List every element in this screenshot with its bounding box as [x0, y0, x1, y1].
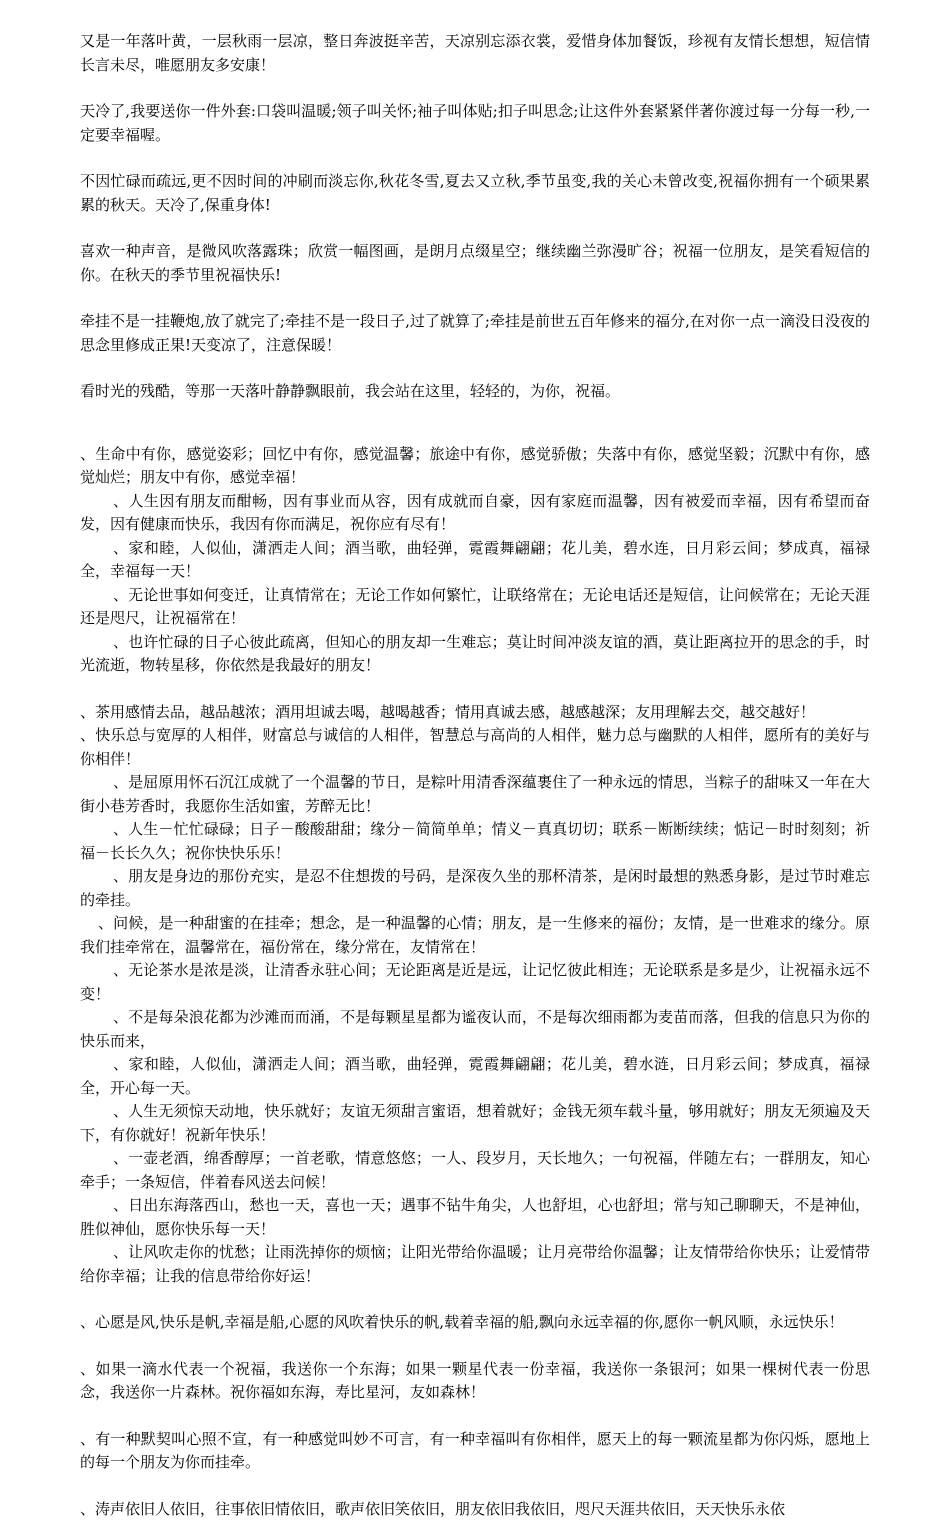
paragraph: 天冷了,我要送你一件外套:口袋叫温暖;领子叫关怀;袖子叫体贴;扣子叫思念;让这件外套紧紧伴著你渡过每一分每一秒,一定要幸福喔。	[80, 100, 870, 147]
paragraph: 、快乐总与宽厚的人相伴，财富总与诚信的人相伴，智慧总与高尚的人相伴，魅力总与幽默的人相伴，愿所有的美好与你相伴！	[80, 724, 870, 771]
paragraph: 、家和睦，人似仙，潇洒走人间；酒当歌，曲轻弹，霓霞舞翩翩；花儿美，碧水涟，日月彩云间；梦成真，福禄全，开心每一天。	[80, 1053, 870, 1100]
paragraph: 、日出东海落西山，愁也一天，喜也一天；遇事不钻牛角尖，人也舒坦，心也舒坦；常与知己聊聊天，不是神仙，胜似神仙，愿你快乐每一天！	[80, 1194, 870, 1241]
paragraph: 、茶用感情去品，越品越浓；酒用坦诚去喝，越喝越香；情用真诚去感，越感越深；友用理解去交，越交越好！	[80, 701, 870, 725]
paragraph: 、生命中有你，感觉姿彩；回忆中有你，感觉温馨；旅途中有你，感觉骄傲；失落中有你，感觉坚毅；沉默中有你，感觉灿烂；朋友中有你，感觉幸福！	[80, 443, 870, 490]
paragraph: 、如果一滴水代表一个祝福，我送你一个东海；如果一颗星代表一份幸福，我送你一条银河；如果一棵树代表一份思念，我送你一片森林。祝你福如东海，寿比星河，友如森林！	[80, 1358, 870, 1405]
paragraph: 不因忙碌而疏远,更不因时间的冲刷而淡忘你,秋花冬雪,夏去又立秋,季节虽变,我的关心未曾改变,祝福你拥有一个硕果累累的秋天。天冷了,保重身体!	[80, 170, 870, 217]
paragraph: 、问候，是一种甜蜜的在挂牵；想念，是一种温馨的心情；朋友，是一生修来的福份；友情，是一世难求的缘分。原我们挂牵常在，温馨常在，福份常在，缘分常在，友情常在！	[80, 912, 870, 959]
paragraph: 、也许忙碌的日子心彼此疏离，但知心的朋友却一生难忘；莫让时间冲淡友谊的酒，莫让距离拉开的思念的手，时光流逝，物转星移，你依然是我最好的朋友！	[80, 631, 870, 678]
paragraph: 喜欢一种声音，是微风吹落露珠；欣赏一幅图画，是朗月点缀星空；继续幽兰弥漫旷谷；祝福一位朋友，是笑看短信的你。在秋天的季节里祝福快乐!	[80, 240, 870, 287]
paragraph: 、不是每朵浪花都为沙滩而而涌，不是每颗星星都为谧夜认而，不是每次细雨都为麦苗而落，但我的信息只为你的快乐而来，	[80, 1006, 870, 1053]
paragraph: 、涛声依旧人依旧，往事依旧情依旧，歌声依旧笑依旧，朋友依旧我依旧，咫尺天涯共依旧，天天快乐永依	[80, 1498, 870, 1521]
paragraph: 、有一种默契叫心照不宣，有一种感觉叫妙不可言，有一种幸福叫有你相伴，愿天上的每一颗流星都为你闪烁，愿地上的每一个朋友为你而挂牵。	[80, 1428, 870, 1475]
paragraph: 、人生无须惊天动地，快乐就好；友谊无须甜言蜜语，想着就好；金钱无须车载斗量，够用就好；朋友无须遍及天下，有你就好！祝新年快乐！	[80, 1100, 870, 1147]
document-page	[80, 30, 870, 1521]
paragraph: 、心愿是风,快乐是帆,幸福是船,心愿的风吹着快乐的帆,载着幸福的船,飘向永远幸福的你,愿你一帆风顺，永远快乐！	[80, 1311, 870, 1335]
paragraph: 、一壶老酒，绵香醇厚；一首老歌，情意悠悠；一人、段岁月，天长地久；一句祝福，伴随左右；一群朋友，知心牵手；一条短信，伴着春风送去问候！	[80, 1147, 870, 1194]
paragraph: 、无论世事如何变迁，让真情常在；无论工作如何繁忙，让联络常在；无论电话还是短信，让问候常在；无论天涯还是咫尺，让祝福常在！	[80, 584, 870, 631]
paragraph: 看时光的残酷，等那一天落叶静静飘眼前，我会站在这里，轻轻的，为你，祝福。	[80, 380, 870, 404]
paragraph: 、让风吹走你的忧愁；让雨洗掉你的烦恼；让阳光带给你温暖；让月亮带给你温馨；让友情带给你快乐；让爱情带给你幸福；让我的信息带给你好运！	[80, 1241, 870, 1288]
paragraph: 、人生因有朋友而酣畅，因有事业而从容，因有成就而自豪，因有家庭而温馨，因有被爱而幸福，因有希望而奋发，因有健康而快乐，我因有你而满足，祝你应有尽有！	[80, 490, 870, 537]
paragraph: 、无论茶水是浓是淡，让清香永驻心间；无论距离是近是远，让记忆彼此相连；无论联系是多是少，让祝福永远不变！	[80, 959, 870, 1006]
paragraph: 、家和睦，人似仙，潇洒走人间；酒当歌，曲轻弹，霓霞舞翩翩；花儿美，碧水连，日月彩云间；梦成真，福禄全，幸福每一天！	[80, 537, 870, 584]
paragraph: 又是一年落叶黄，一层秋雨一层凉，整日奔波挺辛苦，天凉别忘添衣裳，爱惜身体加餐饭，珍视有友情长想想，短信情长言未尽，唯愿朋友多安康！	[80, 30, 870, 77]
paragraph: 牵挂不是一挂鞭炮,放了就完了;牵挂不是一段日子,过了就算了;牵挂是前世五百年修来的福分,在对你一点一滴没日没夜的思念里修成正果!天变凉了，注意保暖！	[80, 310, 870, 357]
paragraph: 、朋友是身边的那份充实，是忍不住想拨的号码，是深夜久坐的那杯清茶，是闲时最想的熟悉身影，是过节时难忘的牵挂。	[80, 865, 870, 912]
paragraph: 、人生－忙忙碌碌；日子－酸酸甜甜；缘分－简简单单；情义－真真切切；联系－断断续续；惦记－时时刻刻；祈福－长长久久；祝你快快乐乐！	[80, 818, 870, 865]
paragraph: 、是屈原用怀石沉江成就了一个温馨的节日，是粽叶用清香深蕴裹住了一种永远的情思，当粽子的甜味又一年在大街小巷芳香时，我愿你生活如蜜，芳醉无比！	[80, 771, 870, 818]
